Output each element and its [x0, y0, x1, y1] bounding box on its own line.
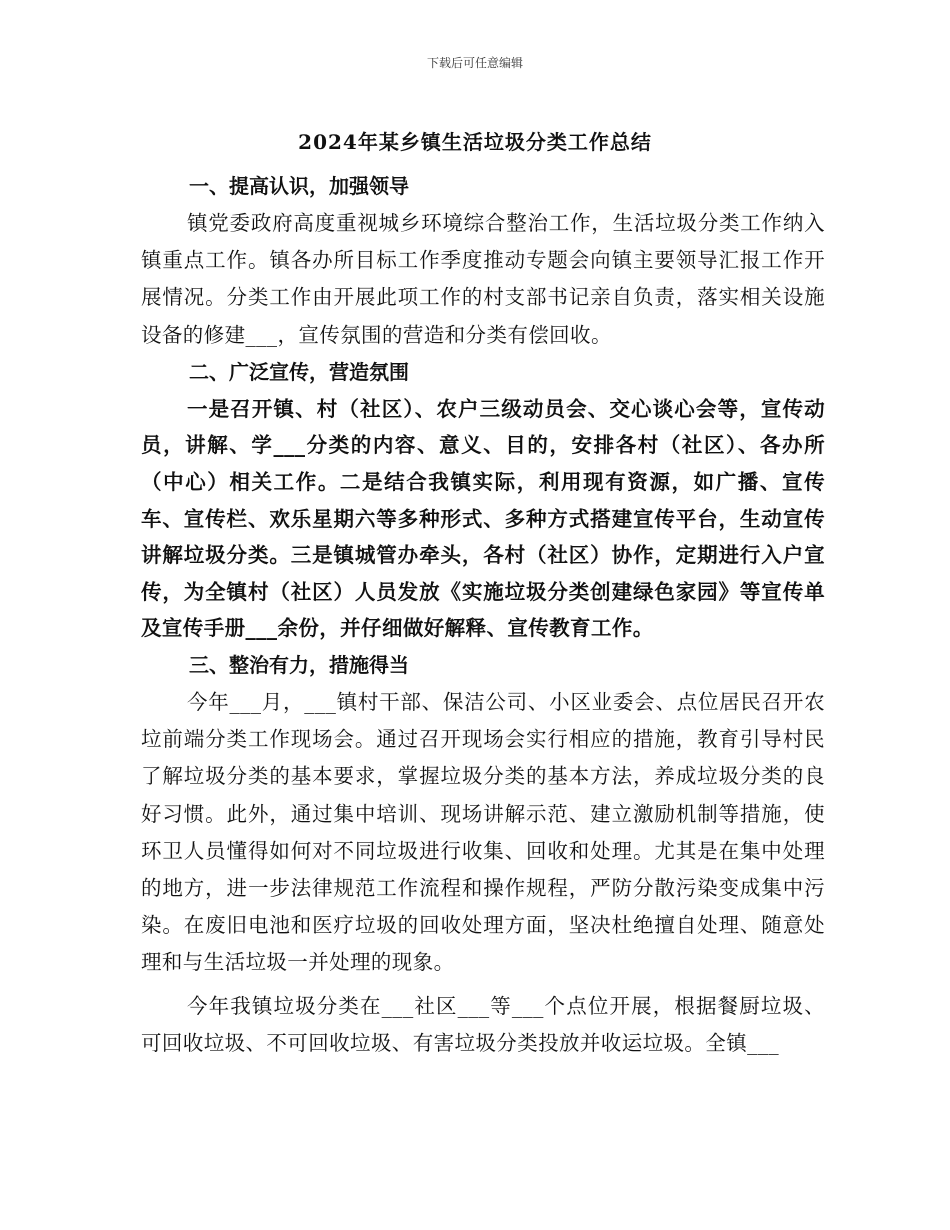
section-3-paragraph-2: 今年我镇垃圾分类在___社区___等___个点位开展，根据餐厨垃圾、可回收垃圾、不可回收垃圾、有害垃圾分类投放并收运垃圾。全镇___ — [141, 993, 825, 1055]
section-heading-3: 三、整治有力，措施得当 — [189, 652, 409, 677]
document-title: 2024年某乡镇生活垃圾分类工作总结 — [298, 130, 652, 154]
document-body — [141, 168, 825, 1062]
section-3-paragraph-1: 今年___月，___镇村干部、保洁公司、小区业委会、点位居民召开农垃前端分类工作现场会。通过召开现场会实行相应的措施，教育引导村民了解垃圾分类的基本要求，掌握垃圾分类的基本方法，养成垃圾分类的良好习惯。此外，通过集中培训、现场讲解示范、建立激励机制等措施，使环卫人员懂得如何对不同垃圾进行收集、回收和处理。尤其是在集中处理的地方，进一步法律规范工作流程和操作规程，严防分散污染变成集中污染。在废旧电池和医疗垃圾的回收处理方面，坚决杜绝擅自处理、随意处理和与生活垃圾一并处理的现象。 — [141, 689, 825, 975]
section-heading-2: 二、广泛宣传，营造氛围 — [189, 359, 409, 384]
section-2-paragraph-1: 一是召开镇、村（社区）、农户三级动员会、交心谈心会等，宣传动员，讲解、学___分类的内容、意义、目的，安排各村（社区）、各办所（中心）相关工作。二是结合我镇实际，利用现有资源，如广播、宣传车、宣传栏、欢乐星期六等多种形式、多种方式搭建宣传平台，生动宣传讲解垃圾分类。三是镇城管办牵头，各村（社区）协作，定期进行入户宣传，为全镇村（社区）人员发放《实施垃圾分类创建绿色家园》等宣传单及宣传手册___余份，并仔细做好解释、宣传教育工作。 — [141, 396, 825, 641]
section-1-paragraph-1: 镇党委政府高度重视城乡环境综合整治工作，生活垃圾分类工作纳入镇重点工作。镇各办所目标工作季度推动专题会向镇主要领导汇报工作开展情况。分类工作由开展此项工作的村支部书记亲自负责，落实相关设施设备的修建___，宣传氛围的营造和分类有偿回收。 — [141, 211, 825, 347]
header-note: 下载后可任意编辑 — [426, 56, 523, 70]
section-heading-1: 一、提高认识，加强领导 — [189, 174, 409, 198]
